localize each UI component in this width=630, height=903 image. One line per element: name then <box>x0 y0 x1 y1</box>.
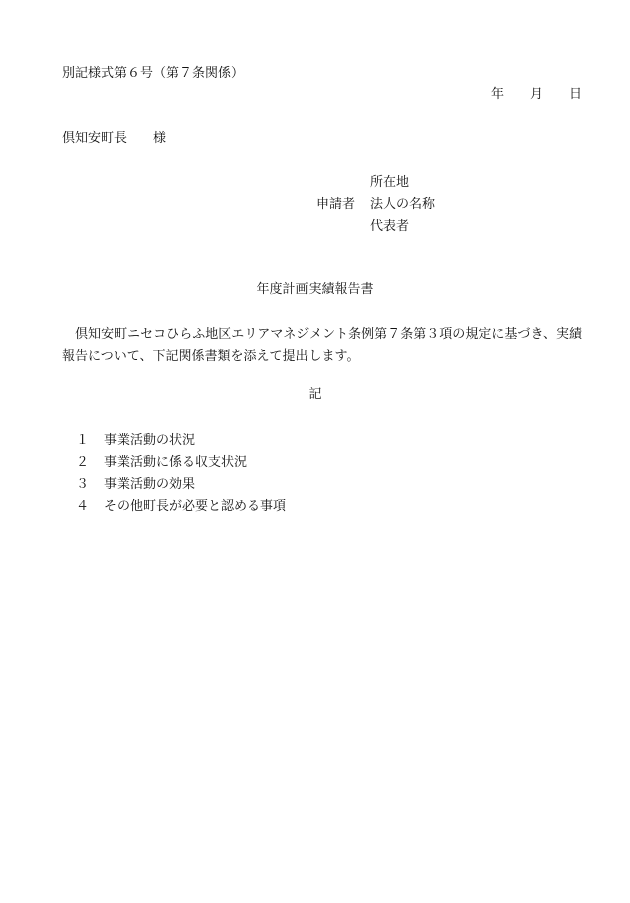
item-text: 事業活動の効果 <box>104 477 196 492</box>
date-year: 年 <box>490 87 504 102</box>
body-paragraph <box>62 324 582 368</box>
item-text: その他町長が必要と認める事項 <box>104 499 287 514</box>
ki-heading: 記 <box>308 387 322 402</box>
addressee-name: 倶知安町長 <box>62 131 128 146</box>
applicant-label: 申請者 <box>316 197 356 212</box>
item-number: ４ <box>76 499 90 514</box>
body-text: 倶知安町ニセコひらふ地区エリアマネジメント条例第７条第３項の規定に基づき、実績報告について、下記関係書類を添えて提出します。 <box>62 327 582 364</box>
date-line <box>491 86 582 104</box>
list-item <box>76 430 286 452</box>
applicant-address-label: 所在地 <box>370 175 410 190</box>
form-number: 別記様式第６号（第７条関係） <box>62 66 245 81</box>
date-month: 月 <box>529 87 543 102</box>
addressee <box>62 130 166 148</box>
item-text: 事業活動に係る収支状況 <box>104 455 248 470</box>
item-list <box>76 430 286 518</box>
list-item <box>76 496 286 518</box>
addressee-honorific: 様 <box>153 131 167 146</box>
item-number: ３ <box>76 477 90 492</box>
applicant-corporation-label: 法人の名称 <box>370 197 436 212</box>
list-item <box>76 452 286 474</box>
document-title: 年度計画実績報告書 <box>256 282 374 297</box>
list-item <box>76 474 286 496</box>
item-number: １ <box>76 433 90 448</box>
date-day: 日 <box>568 87 582 102</box>
item-number: ２ <box>76 455 90 470</box>
applicant-block <box>316 172 435 238</box>
applicant-representative-label: 代表者 <box>370 219 410 234</box>
item-text: 事業活動の状況 <box>104 433 196 448</box>
